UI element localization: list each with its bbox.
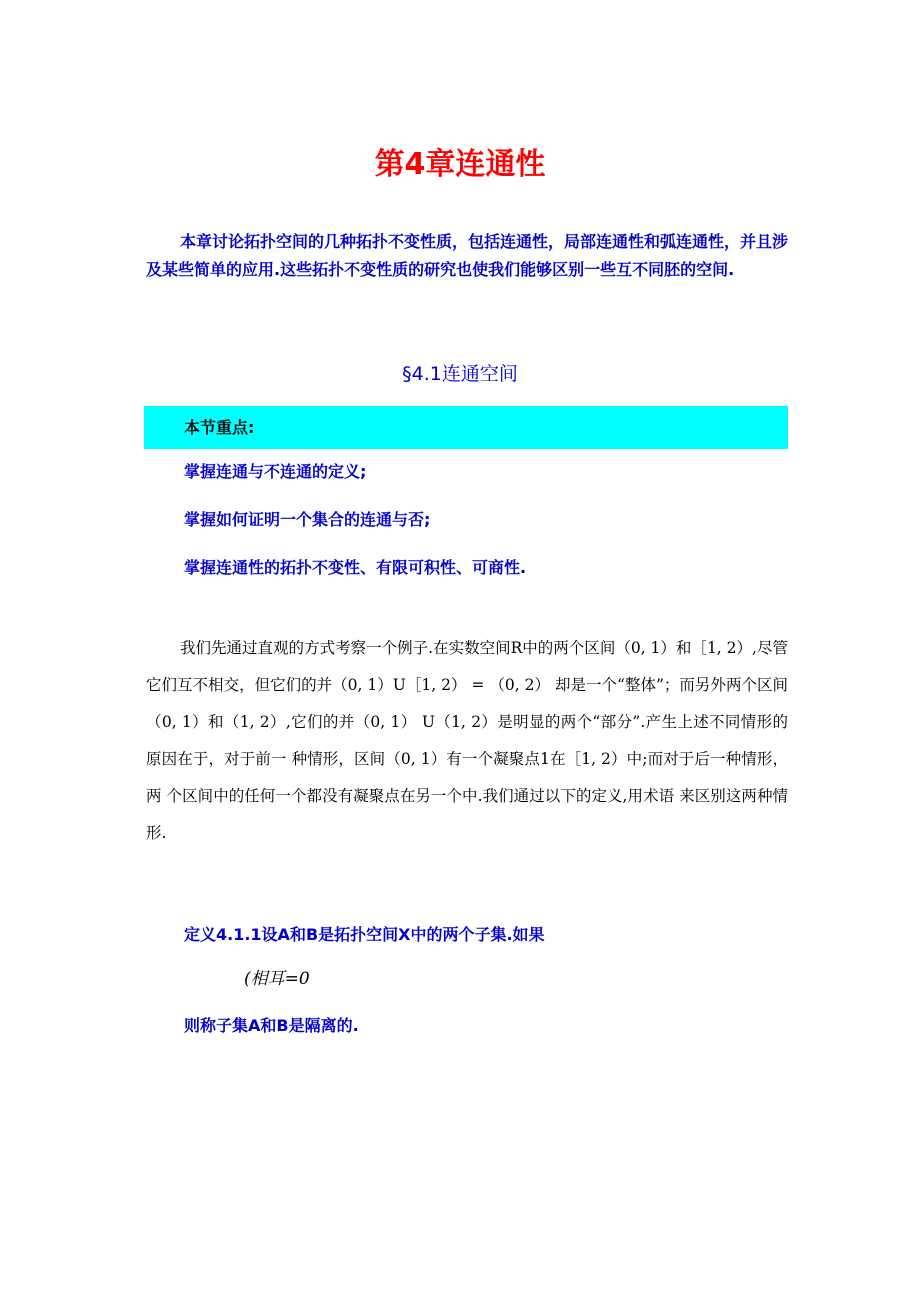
- chapter-intro: 本章讨论拓扑空间的几种拓扑不变性质，包括连通性，局部连通性和弧连通性，并且涉及某些简单的应用.这些拓扑不变性质的研究也使我们能够区别一些互不同胚的空间.: [146, 232, 789, 279]
- definition-formula: (相耳=0: [244, 969, 310, 989]
- key-points-banner: [144, 406, 788, 449]
- key-points-label: 本节重点:: [184, 418, 255, 437]
- definition-conclusion: 则称子集A和B是隔离的.: [184, 1016, 359, 1035]
- section-title: §4.1连通空间: [402, 363, 518, 385]
- example-paragraph: 我们先通过直观的方式考察一个例子.在实数空间R中的两个区间（0, 1）和［1, 2）,尽管它们互不相交，但它们的并（0, 1）U［1, 2） = （0, 2） 却是一个“整体”；而另外两个区间（0, 1）和（1, 2）,它们的并（0, 1） U（1, 2）是明显的两个“部分”.产生上述不同情形的原因在于，对于前一 种情形，区间（0, 1）有一个凝聚点1在［1, 2）中;而对于后一种情形，两 个区间中的任何一个都没有凝聚点在另一个中.我们通过以下的定义,用术语 来区别这两种情形.: [146, 639, 788, 842]
- key-point-item: 掌握连通性的拓扑不变性、有限可积性、可商性.: [184, 558, 527, 577]
- definition-statement: 定义4.1.1设A和B是拓扑空间X中的两个子集.如果: [184, 925, 545, 944]
- chapter-title: 第4章连通性: [374, 147, 546, 182]
- key-point-item: 掌握连通与不连通的定义;: [184, 462, 367, 481]
- key-point-item: 掌握如何证明一个集合的连通与否;: [184, 510, 431, 529]
